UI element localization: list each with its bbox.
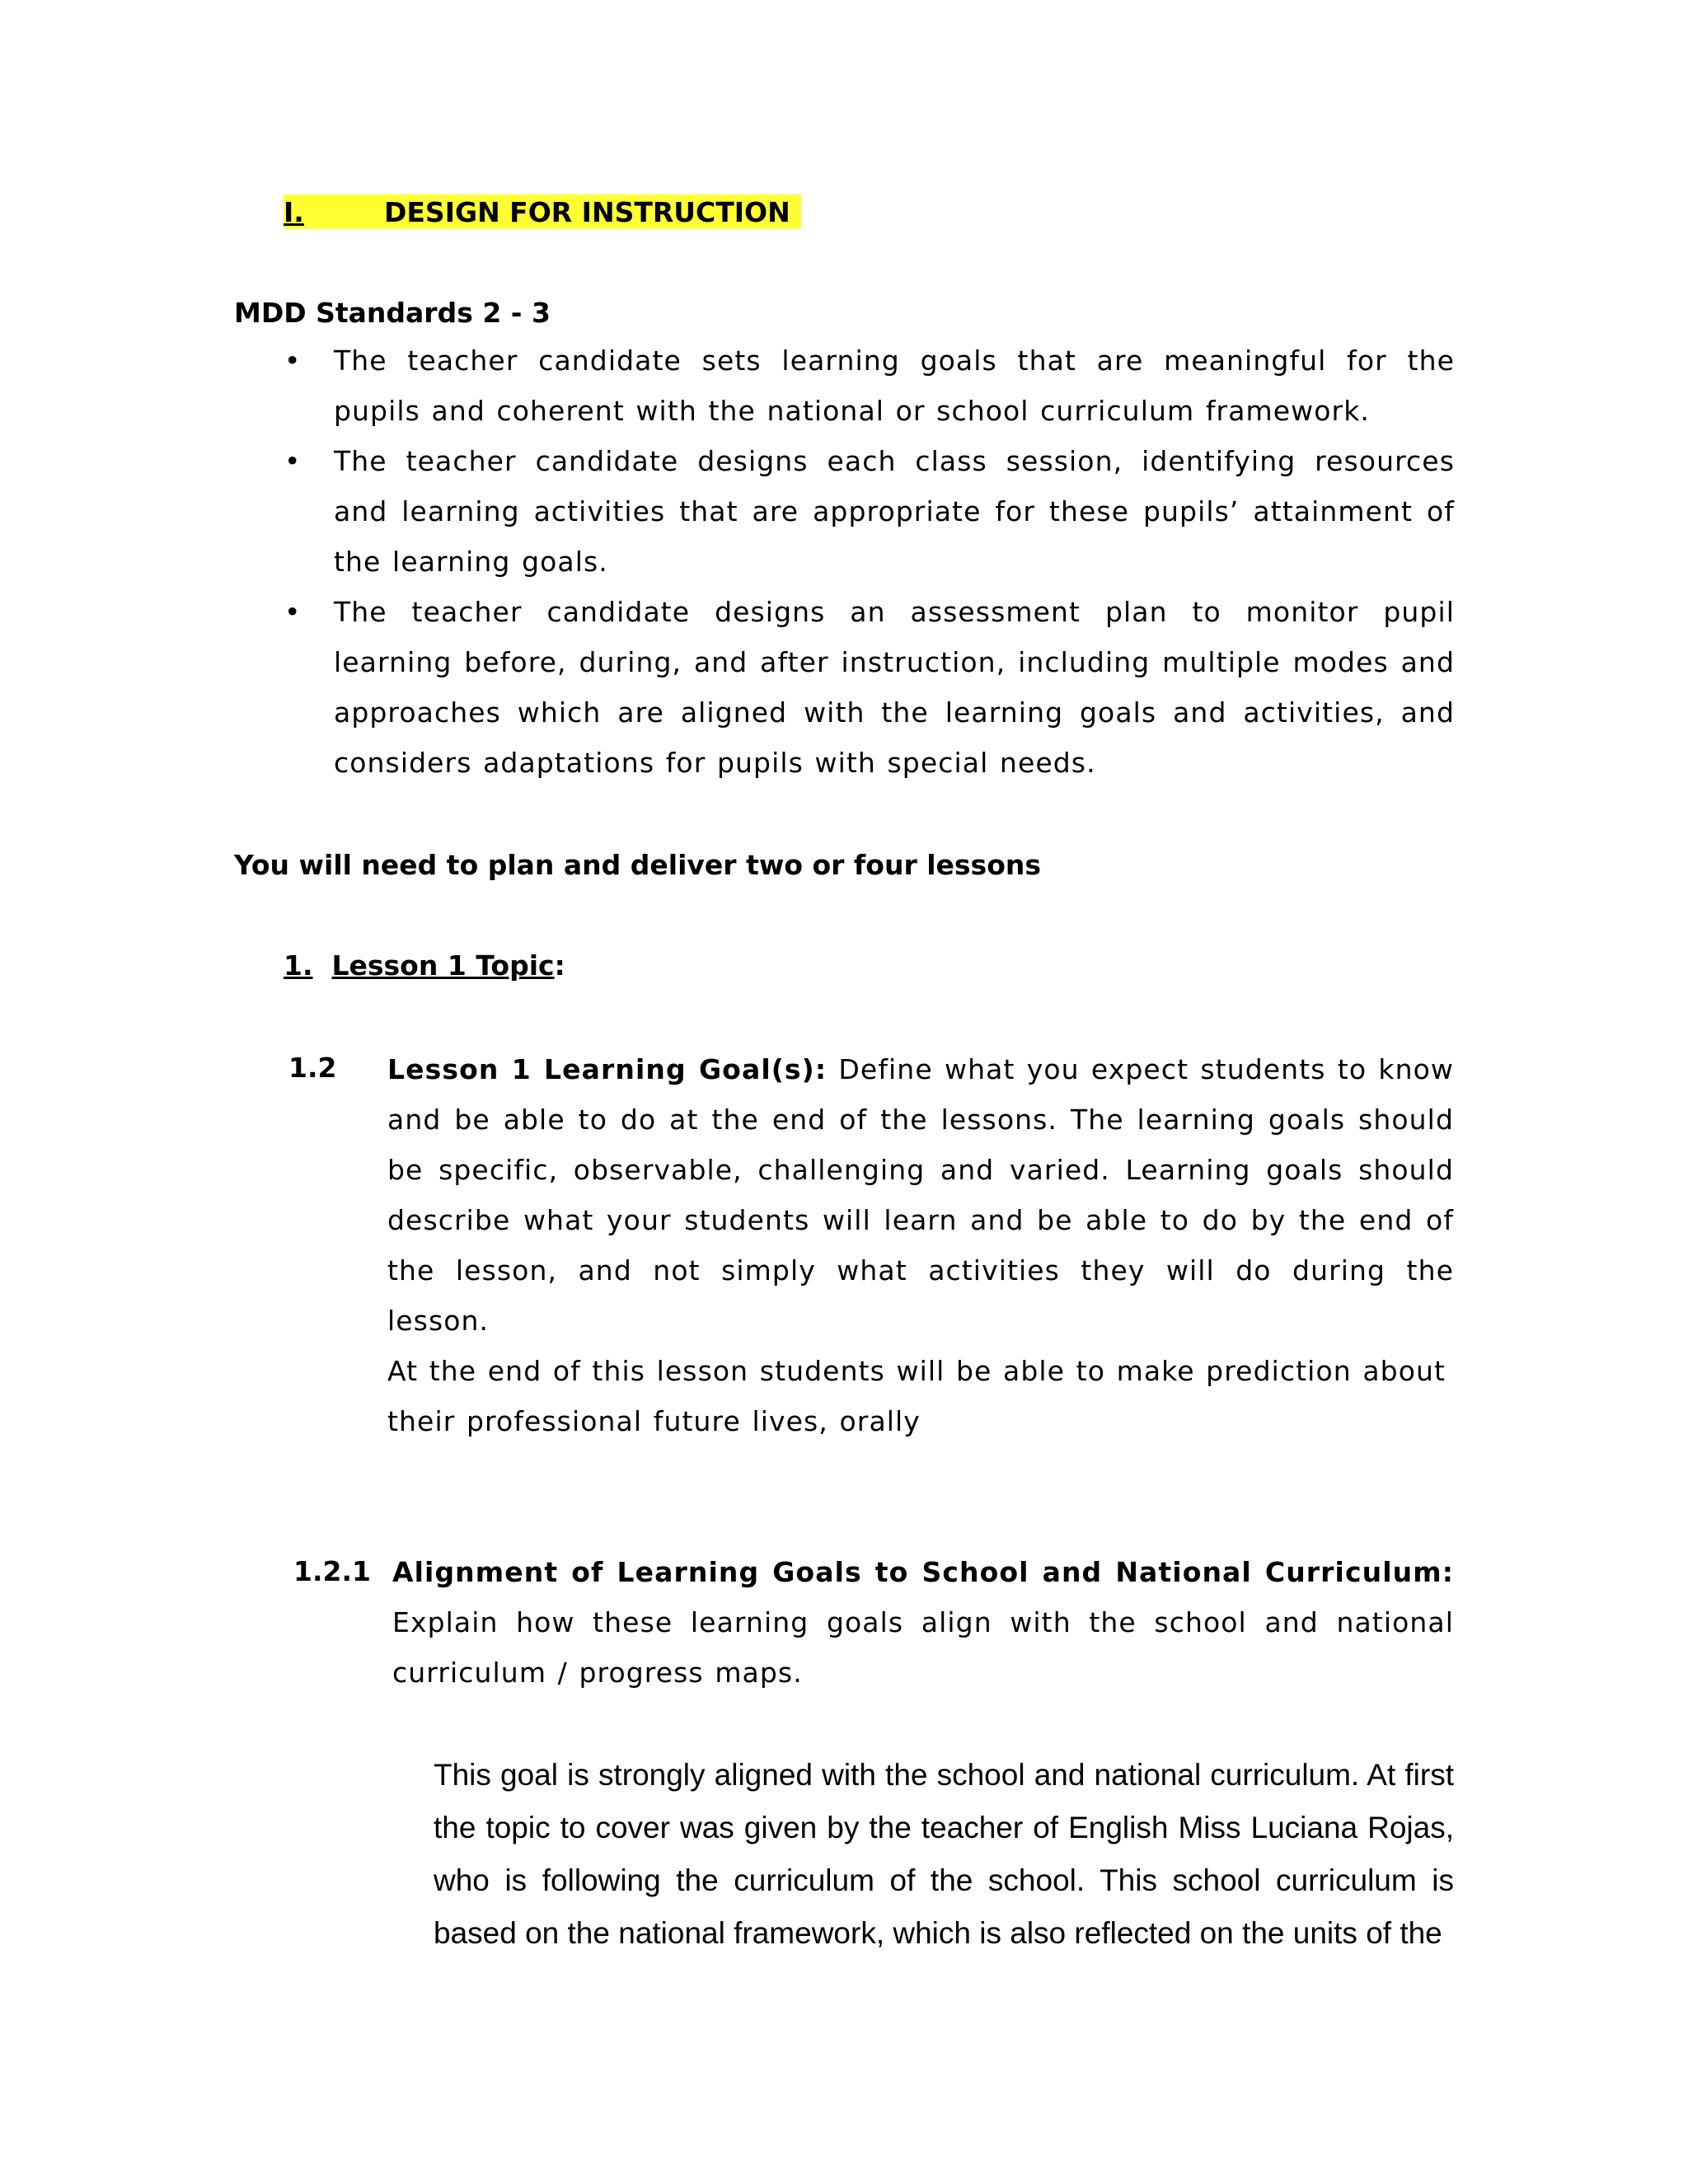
instruction-line: You will need to plan and deliver two or four lessons [234, 849, 1041, 881]
bullet-text: The teacher candidate designs an assessment plan to monitor pupil learning before, during, and after instruction, including multiple modes and approaches which are aligned with the learning goals and activities, and considers adaptations for pupils with special needs. [334, 596, 1455, 779]
section-heading [284, 194, 801, 229]
section-title: DESIGN FOR INSTRUCTION [384, 196, 790, 228]
bullet-icon: • [284, 596, 301, 628]
goals-answer: At the end of this lesson students will be able to make prediction about their professional future lives, orally [387, 1355, 1447, 1437]
lesson1-topic [284, 949, 565, 982]
alignment-number: 1.2.1 [293, 1555, 371, 1587]
goals-paragraph [387, 1044, 1454, 1346]
alignment-description: Explain how these learning goals align with the school and national curriculum / progress maps. [392, 1606, 1454, 1689]
section-number: I. [284, 196, 304, 228]
goals-label: Lesson 1 Learning Goal(s): [387, 1053, 828, 1085]
bullet-icon: • [284, 344, 301, 377]
bullet-text: The teacher candidate sets learning goals that are meaningful for the pupils and coherent with the national or school curriculum framework. [334, 344, 1455, 427]
bullet-icon: • [284, 445, 301, 477]
goals-number: 1.2 [288, 1052, 337, 1084]
standards-heading: MDD Standards 2 - 3 [234, 297, 551, 329]
goals-description: Define what you expect students to know and be able to do at the end of the lessons. The learning goals should be specific, observable, challenging and varied. Learning goals should describe what your students will learn and be able to do by the end of the lesson, and not simply what activities they will do during the lesson. [387, 1053, 1454, 1337]
alignment-label: Alignment of Learning Goals to School and National Curriculum: [392, 1556, 1454, 1588]
lesson1-number: 1. [284, 949, 313, 982]
bullet-text: The teacher candidate designs each class session, identifying resources and learning activities that are appropriate for these pupils’ attainment of the learning goals. [334, 445, 1455, 578]
lesson1-colon: : [554, 949, 565, 982]
alignment-answer: This goal is strongly aligned with the school and national curriculum. At first the topic to cover was given by the teacher of English Miss Luciana Rojas, who is following the curriculum of the school. This school curriculum is based on the national framework, which is also reflected on the units of the [434, 1758, 1454, 1950]
standards-bullet-2 [284, 445, 1455, 602]
lesson1-topic-label: Lesson 1 Topic [331, 949, 555, 982]
standards-bullet-3 [284, 596, 1455, 802]
